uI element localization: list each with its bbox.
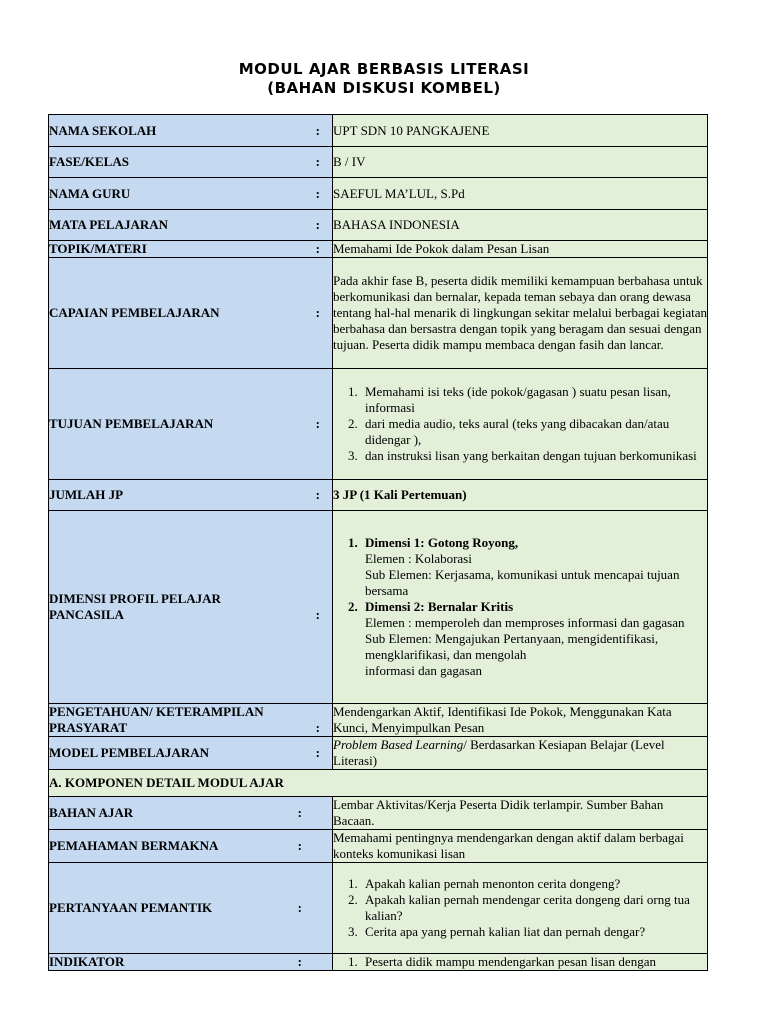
value-prasyarat: Mendengarkan Aktif, Identifikasi Ide Pokok, Menggunakan Kata Kunci, Menyimpulkan Pesan: [333, 704, 708, 737]
row-indikator: INDIKATOR : 1. Peserta didik mampu mendengarkan pesan lisan dengan: [49, 954, 708, 971]
row-dimensi: DIMENSI PROFIL PELAJAR PANCASILA : 1. Dimensi 1: Gotong Royong, Elemen : Kolaborasi Sub Elemen: Kerjasama, komunikasi untuk mencapai tujuan bersama 2. Dimensi 2: Bernalar Kritis Elemen : memperoleh dan memproses informasi dan gagasan Sub Elemen: Mengajukan Pertanyaan, mengidentifikasi, mengklarifikasi, dan mengolah informasi dan gagasan: [49, 511, 708, 704]
label-jumlah-jp: JUMLAH JP: [49, 487, 124, 502]
row-model: MODEL PEMBELAJARAN : Problem Based Learning/ Berdasarkan Kesiapan Belajar (Level Literasi): [49, 737, 708, 770]
value-nama-guru: SAEFUL MA’LUL, S.Pd: [333, 178, 708, 210]
row-pemahaman: PEMAHAMAN BERMAKNA : Memahami pentingnya mendengarkan dengan aktif dalam berbagai konteks komunikasi lisan: [49, 830, 708, 863]
value-mata-pelajaran: BAHASA INDONESIA: [333, 210, 708, 241]
value-model: Problem Based Learning/ Berdasarkan Kesiapan Belajar (Level Literasi): [333, 737, 708, 770]
label-bahan: BAHAN AJAR: [49, 805, 134, 820]
row-section-komponen: [49, 770, 708, 797]
label-nama-guru: NAMA GURU: [49, 185, 131, 201]
label-tujuan: TUJUAN PEMBELAJARAN: [49, 416, 214, 431]
row-capaian: CAPAIAN PEMBELAJARAN : Pada akhir fase B, peserta didik memiliki kemampuan berbahasa untuk berkomunikasi dan bernalar, kepada teman sebaya dan orang dewasa tentang hal-hal menarik di lingkungan sekitar melalui berbagai kegiatan berbahasa dan bersastra dengan topik yang beragam dan sesuai dengan tujuan. Peserta didik mampu membaca dengan fasih dan lancar.: [49, 258, 708, 369]
row-jumlah-jp: JUMLAH JP : 3 JP (1 Kali Pertemuan): [49, 480, 708, 511]
label-fase-kelas: FASE/KELAS: [49, 154, 129, 169]
row-nama-guru: NAMA GURU : SAEFUL MA’LUL, S.Pd: [49, 178, 708, 210]
row-bahan: BAHAN AJAR : Lembar Aktivitas/Kerja Peserta Didik terlampir. Sumber Bahan Bacaan.: [49, 797, 708, 830]
value-bahan: Lembar Aktivitas/Kerja Peserta Didik terlampir. Sumber Bahan Bacaan.: [333, 797, 708, 830]
label-nama-sekolah: NAMA SEKOLAH: [49, 122, 157, 138]
value-jumlah-jp: 3 JP (1 Kali Pertemuan): [333, 480, 708, 511]
list-item: 3. dan instruksi lisan yang berkaitan dengan tujuan berkomunikasi: [361, 448, 707, 464]
dimensi-list: [333, 535, 707, 679]
row-tujuan: TUJUAN PEMBELAJARAN : 1. Memahami isi teks (ide pokok/gagasan ) suatu pesan lisan, informasi 2. dari media audio, teks aural (teks yang dibacakan dan/atau didengar ), 3. dan instruksi lisan yang berkaitan dengan tujuan berkomunikasi: [49, 369, 708, 480]
module-table: [48, 114, 708, 971]
label-indikator: INDIKATOR: [49, 954, 125, 969]
row-pertanyaan: PERTANYAAN PEMANTIK : 1. Apakah kalian pernah menonton cerita dongeng? 2. Apakah kalian pernah mendengar cerita dongeng dari orng tua kalian? 3. Cerita apa yang pernah kalian liat dan pernah dengar?: [49, 863, 708, 954]
label-mata-pelajaran: MATA PELAJARAN: [49, 217, 169, 232]
document-subtitle: (BAHAN DISKUSI KOMBEL): [267, 79, 501, 97]
list-item: 2. Dimensi 2: Bernalar Kritis Elemen : memperoleh dan memproses informasi dan gagasan Sub Elemen: Mengajukan Pertanyaan, mengidentifikasi, mengklarifikasi, dan mengolah informasi dan gagasan: [361, 599, 707, 679]
list-item: 1. Memahami isi teks (ide pokok/gagasan ) suatu pesan lisan, informasi: [361, 384, 707, 416]
row-topik: TOPIK/MATERI : Memahami Ide Pokok dalam Pesan Lisan: [49, 241, 708, 258]
value-capaian: Pada akhir fase B, peserta didik memiliki kemampuan berbahasa untuk berkomunikasi dan bernalar, kepada teman sebaya dan orang dewasa tentang hal-hal menarik di lingkungan sekitar melalui berbagai kegiatan berbahasa dan bersastra dengan topik yang beragam dan sesuai dengan tujuan. Peserta didik mampu membaca dengan fasih dan lancar.: [333, 258, 708, 369]
value-fase-kelas: B / IV: [333, 147, 708, 178]
indikator-list: [333, 954, 707, 970]
row-nama-sekolah: NAMA SEKOLAH : UPT SDN 10 PANGKAJENE: [49, 115, 708, 147]
tujuan-list: [333, 384, 707, 464]
list-item: 2. dari media audio, teks aural (teks yang dibacakan dan/atau didengar ),: [361, 416, 707, 448]
section-heading: A. KOMPONEN DETAIL MODUL AJAR: [49, 770, 708, 797]
row-prasyarat: PENGETAHUAN/ KETERAMPILAN PRASYARAT : Mendengarkan Aktif, Identifikasi Ide Pokok, Menggunakan Kata Kunci, Menyimpulkan Pesan: [49, 704, 708, 737]
document-title: MODUL AJAR BERBASIS LITERASI: [238, 60, 530, 78]
label-prasyarat: PENGETAHUAN/ KETERAMPILAN PRASYARAT: [49, 704, 264, 735]
label-topik: TOPIK/MATERI: [49, 241, 147, 256]
row-mata-pelajaran: MATA PELAJARAN : BAHASA INDONESIA: [49, 210, 708, 241]
label-pertanyaan: PERTANYAAN PEMANTIK: [49, 900, 213, 915]
value-nama-sekolah: UPT SDN 10 PANGKAJENE: [333, 115, 708, 147]
pertanyaan-list: [333, 876, 707, 940]
value-topik: Memahami Ide Pokok dalam Pesan Lisan: [333, 241, 708, 258]
list-item: 2. Apakah kalian pernah mendengar cerita dongeng dari orng tua kalian?: [361, 892, 707, 924]
list-item: 1. Apakah kalian pernah menonton cerita dongeng?: [361, 876, 707, 892]
label-capaian: CAPAIAN PEMBELAJARAN: [49, 305, 220, 320]
label-dimensi: DIMENSI PROFIL PELAJAR PANCASILA: [49, 591, 221, 622]
list-item: 1. Peserta didik mampu mendengarkan pesan lisan dengan: [361, 954, 707, 970]
row-fase-kelas: FASE/KELAS : B / IV: [49, 147, 708, 178]
list-item: 3. Cerita apa yang pernah kalian liat dan pernah dengar?: [361, 924, 707, 940]
label-pemahaman: PEMAHAMAN BERMAKNA: [49, 838, 219, 853]
value-pemahaman: Memahami pentingnya mendengarkan dengan aktif dalam berbagai konteks komunikasi lisan: [333, 830, 708, 863]
label-model: MODEL PEMBELAJARAN: [49, 745, 209, 760]
list-item: 1. Dimensi 1: Gotong Royong, Elemen : Kolaborasi Sub Elemen: Kerjasama, komunikasi untuk mencapai tujuan bersama: [361, 535, 707, 599]
